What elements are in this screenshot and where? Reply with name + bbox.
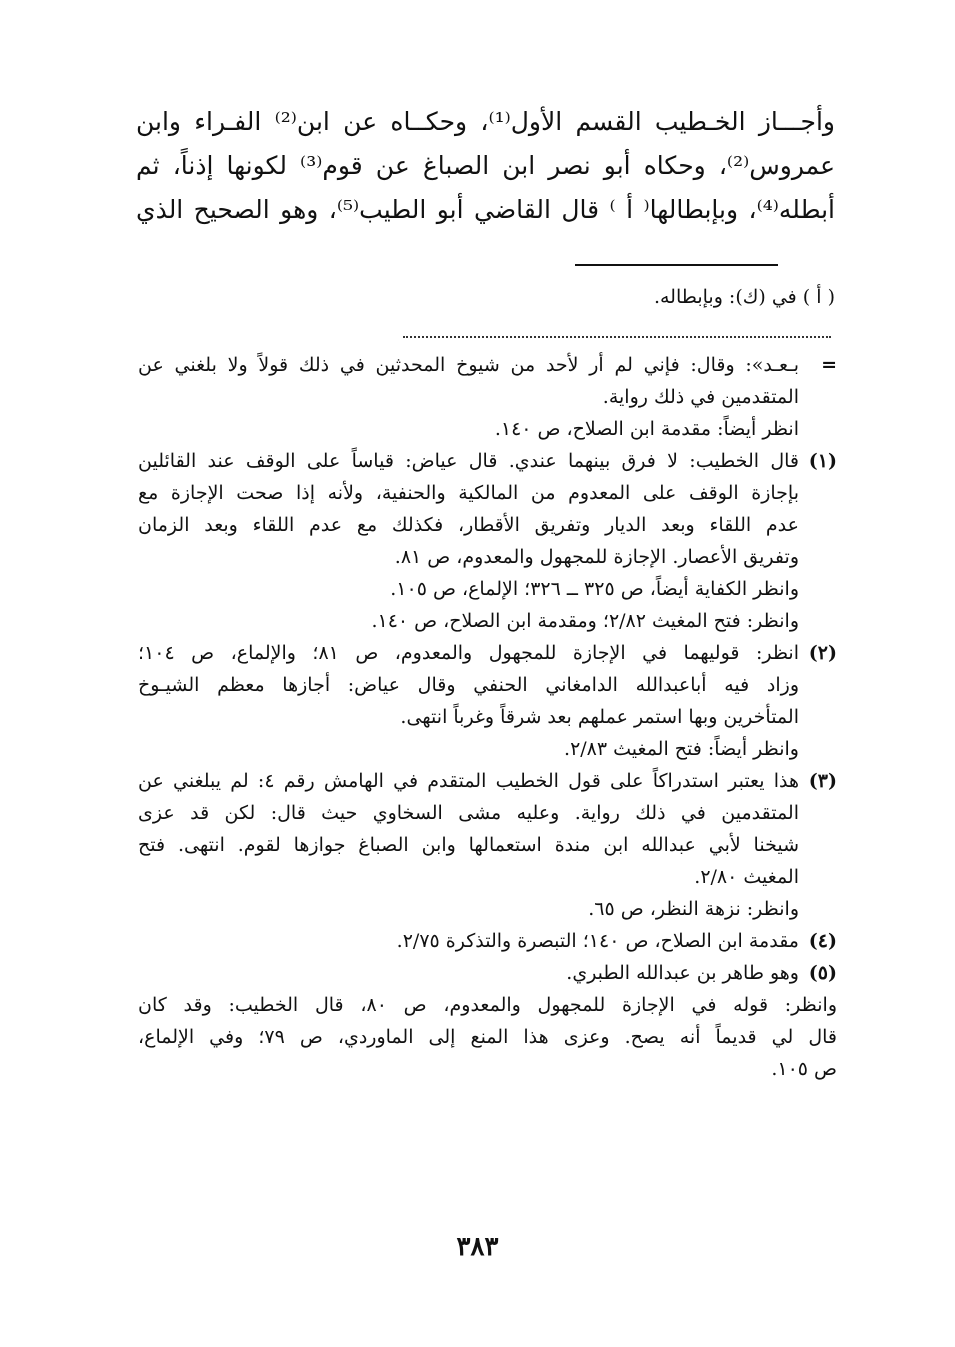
footnote-line: عدم اللقاء وبعد الديار وتفريق الأقطار، فكذلك مع عدم اللقاء وبعد الزمان xyxy=(138,514,799,536)
footnote-line: هذا يعتبر استدراكاً على قول الخطيب المتقدم في الهامش رقم ٤: لم يبلغني عن xyxy=(138,770,799,792)
footnote-line: بـعـد»: وقال: فإني لم أر لأحد من شيوخ المحدثين في ذلك قولاً ولا بلغني عن xyxy=(138,354,799,376)
footnote-marker: = xyxy=(821,354,837,376)
footnote-line: شيخنا لأبي عبدالله ابن مندة استعمالها وابن الصباغ جوازها لقوم. انتهى. فتح xyxy=(138,834,799,856)
footnote-4 xyxy=(138,925,837,957)
footnote-1 xyxy=(138,445,837,637)
footnote-line: وانظر أيضاً: فتح المغيث ٢/٨٣. xyxy=(564,738,799,760)
footnote-marker: (٢) xyxy=(808,642,837,664)
footnote-line: انظر أيضاً: مقدمة ابن الصلاح، ص ١٤٠. xyxy=(494,418,799,440)
footnotes-block xyxy=(138,349,837,1085)
footnote-line: انظر: قوليهما في الإجازة للمجهول والمعدوم، ص ٨١؛ والإلماع، ص ١٠٤؛ xyxy=(138,642,799,664)
footnote-line: قال لي قديماً أنه يصح. وعزى هذا المنع إلى الماوردي، ص ٧٩؛ وفي الإلماع، xyxy=(138,1026,837,1048)
footnote-separator-rule xyxy=(575,264,778,266)
footnote-marker: (٣) xyxy=(808,770,837,792)
page-number: ٣٨٣ xyxy=(456,1232,499,1262)
footnote-line: وانظر الكفاية أيضاً، ص ٣٢٥ ــ ٣٢٦؛ الإلماع، ص ١٠٥. xyxy=(390,578,799,600)
main-text-block xyxy=(136,100,835,232)
footnote-line: وانظر: قوله في الإجازة للمجهول والمعدوم، ص ٨٠، قال الخطيب: وقد كان xyxy=(138,994,837,1016)
footnote-line: وزاد فيه أباعبدالله الدامغاني الحنفي وقال عياض: أجازها معظم الشيـوخ xyxy=(138,674,799,696)
footnote-continuation xyxy=(138,349,837,445)
footnote-line: المتأخرين وبها استمر عملهم بعد شرقاً وغرباً انتهى. xyxy=(400,706,799,728)
footnote-line: وتفريق الأعصار. الإجازة للمجهول والمعدوم، ص ٨١. xyxy=(394,546,799,568)
footnote-3 xyxy=(138,765,837,925)
footnote-5 xyxy=(138,957,837,989)
footnote-line: بإجازة الوقف على المعدوم من المالكية والحنفية، ولأنه إذا صحت الإجازة مع xyxy=(138,482,799,504)
dotted-separator xyxy=(403,336,831,338)
footnote-line: مقدمة ابن الصلاح، ص ١٤٠؛ التبصرة والتذكرة ٢/٧٥. xyxy=(396,930,799,952)
footnote-5-continued xyxy=(138,989,837,1085)
variant-note: ( أ ) في (ك): وبإبطاله. xyxy=(653,286,835,308)
footnote-marker: (٥) xyxy=(808,962,837,984)
footnote-line: ص ١٠٥. xyxy=(771,1058,837,1080)
main-text-line: أبطله⁽⁴⁾، وبإبطالها⁽ أ ⁾ قال القاضي أبو الطيب⁽⁵⁾، وهو الصحيح الذي xyxy=(136,195,835,224)
main-text-line: عمروس⁽²⁾، وحكاه أبو نصر ابن الصباغ عن قوم⁽³⁾ لكونها إذناً، ثم xyxy=(136,151,835,180)
footnote-line: المتقدمين في ذلك رواية. وعليه مشى السخاوي حيث قال: لكن قد عزى xyxy=(138,802,799,824)
footnote-marker: (٤) xyxy=(808,930,837,952)
main-text-line: وأجـــاز الخـطيب القسم الأول⁽¹⁾، وحكــاه عن ابن⁽²⁾ الفـراء وابن xyxy=(136,107,835,136)
footnote-line: المغيث ٢/٨٠. xyxy=(694,866,799,888)
footnote-line: المتقدمين في ذلك رواية. xyxy=(602,386,799,408)
footnote-line: قال الخطيب: لا فرق بينهما عندي. قال عياض: قياساً على الوقف عند القائلين xyxy=(138,450,799,472)
footnote-line: وهو طاهر بن عبدالله الطبري. xyxy=(566,962,799,984)
footnote-2 xyxy=(138,637,837,765)
footnote-line: وانظر: فتح المغيث ٢/٨٢؛ ومقدمة ابن الصلاح، ص ١٤٠. xyxy=(371,610,799,632)
footnote-marker: (١) xyxy=(808,450,837,472)
footnote-line: وانظر: نزهة النظر، ص ٦٥. xyxy=(588,898,799,920)
